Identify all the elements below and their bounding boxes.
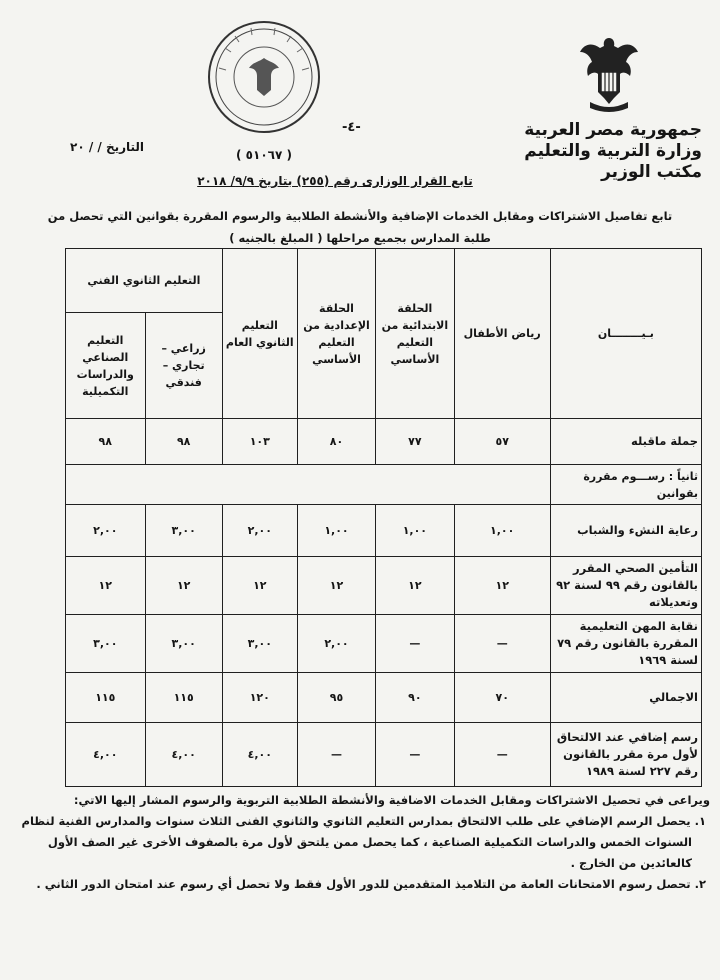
- table-row-total: [66, 673, 702, 723]
- table-row: [66, 557, 702, 615]
- header-technical-secondary: التعليم الثانوي الفني: [66, 249, 223, 313]
- date-label: التاريخ / / ٢٠: [70, 140, 145, 154]
- cell-value: ٢,٠٠: [66, 505, 146, 557]
- cell-value: ١٢: [297, 557, 375, 615]
- cell-value: ١١٥: [66, 673, 146, 723]
- page-number: -٤-: [342, 120, 361, 135]
- fees-table: [65, 248, 702, 787]
- row-label: التأمين الصحي المقرر بالقانون رقم ٩٩ لسنة ٩٢ وتعديلاته: [550, 557, 701, 615]
- cell-value: ٢,٠٠: [222, 505, 297, 557]
- cell-value: —: [376, 723, 454, 787]
- table-row: [66, 615, 702, 673]
- header-statement: بـيــــــــان: [550, 249, 701, 419]
- cell-value: —: [454, 615, 550, 673]
- document-subtitle: [30, 205, 690, 249]
- notes-section: [20, 790, 710, 895]
- cell-value: ٩٨: [145, 419, 222, 465]
- header-agri-commercial: زراعي – تجاري – فندقي: [145, 313, 222, 419]
- cell-value: ٧٧: [376, 419, 454, 465]
- ministry-line-republic: جمهورية مصر العربية: [524, 120, 702, 140]
- cell-value: ٤,٠٠: [66, 723, 146, 787]
- note-item-1: ١. يحصل الرسم الإضافي على طلب الالتحاق بمدارس التعليم الثانوي والثانوي الفنى الثلاث سنوات والمدارس الفنية لنظام السنوات الخمس والدراسات التكميلية الصناعية ، كما يحصل ممن يلتحق لأول مرة بالصفوف الأخرى غير الصف الأول كالعائدين من الخارج .: [21, 814, 706, 870]
- table-row: [66, 505, 702, 557]
- row-label: الاجمالي: [550, 673, 701, 723]
- cell-value: ١٢٠: [222, 673, 297, 723]
- cell-value: ٥٧: [454, 419, 550, 465]
- cell-value: ٢,٠٠: [297, 615, 375, 673]
- cell-value: ٣,٠٠: [145, 505, 222, 557]
- cell-value: —: [297, 723, 375, 787]
- cell-value: ١٠٣: [222, 419, 297, 465]
- cell-value: ٩٨: [66, 419, 146, 465]
- cell-value: ٣,٠٠: [66, 615, 146, 673]
- cell-value: ١,٠٠: [297, 505, 375, 557]
- cell-value: ٣,٠٠: [145, 615, 222, 673]
- section-filler: [66, 465, 551, 505]
- seal-number: ( ٥١٠٦٧ ): [236, 148, 292, 162]
- cell-value: ١٢: [222, 557, 297, 615]
- header-kindergarten: رياض الأطفال: [454, 249, 550, 419]
- ministry-line-ministry: وزارة التربية والتعليم: [524, 141, 702, 161]
- note-item-2: ٢. تحصل رسوم الامتحانات العامة من التلاميذ المتقدمين للدور الأول فقط ولا تحصل أي رسوم عند امتحان الدور الثاني .: [36, 877, 706, 891]
- cell-value: ٩٠: [376, 673, 454, 723]
- header-primary: الحلقة الابتدائية من التعليم الأساسي: [376, 249, 454, 419]
- row-label: نقابة المهن التعليمية المقررة بالقانون رقم ٧٩ لسنة ١٩٦٩: [550, 615, 701, 673]
- cell-value: ٩٥: [297, 673, 375, 723]
- cell-value: ٧٠: [454, 673, 550, 723]
- row-label: رسم إضافي عند الالتحاق لأول مرة مقرر بالقانون رقم ٢٢٧ لسنة ١٩٨٩: [550, 723, 701, 787]
- row-label: رعاية النشء والشباب: [550, 505, 701, 557]
- cell-value: ٨٠: [297, 419, 375, 465]
- ministry-seal-icon: [205, 18, 323, 136]
- notes-intro: ويراعى في تحصيل الاشتراكات ومقابل الخدمات الاضافية والأنشطة الطلابية التربوية والرسوم المشار إليها الاتي:: [73, 793, 710, 807]
- cell-value: ٤,٠٠: [222, 723, 297, 787]
- header-preparatory: الحلقة الإعدادية من التعليم الأساسي: [297, 249, 375, 419]
- header-industrial: التعليم الصناعي والدراسات التكميلية: [66, 313, 146, 419]
- subtitle-line-2: طلبة المدارس بجميع مراحلها ( المبلغ بالجنيه ): [229, 231, 491, 245]
- eagle-emblem-icon: [578, 32, 640, 114]
- cell-value: ١٢: [66, 557, 146, 615]
- decree-title: تابع القرار الوزارى رقم (٢٥٥) بتاريخ ٩/٩/ ٢٠١٨: [197, 174, 473, 188]
- cell-value: ١٢: [454, 557, 550, 615]
- cell-value: ١,٠٠: [376, 505, 454, 557]
- ministry-header: [502, 120, 702, 183]
- cell-value: ١٢: [145, 557, 222, 615]
- cell-value: ١,٠٠: [454, 505, 550, 557]
- table-section-row: [66, 465, 702, 505]
- cell-value: ١١٥: [145, 673, 222, 723]
- cell-value: ١٢: [376, 557, 454, 615]
- cell-value: —: [376, 615, 454, 673]
- subtitle-line-1: تابع تفاصيل الاشتراكات ومقابل الخدمات الإضافية والأنشطة الطلابية والرسوم المقررة بقوانين التي تحصل من: [47, 209, 673, 223]
- section-label: ثانياً : رســـوم مقررة بقوانين: [550, 465, 701, 505]
- ministry-line-office: مكتب الوزير: [601, 162, 702, 182]
- table-row: [66, 723, 702, 787]
- row-label: جملة ماقبله: [550, 419, 701, 465]
- table-row: [66, 419, 702, 465]
- header-general-secondary: التعليم الثانوي العام: [222, 249, 297, 419]
- cell-value: ٤,٠٠: [145, 723, 222, 787]
- cell-value: ٣,٠٠: [222, 615, 297, 673]
- cell-value: —: [454, 723, 550, 787]
